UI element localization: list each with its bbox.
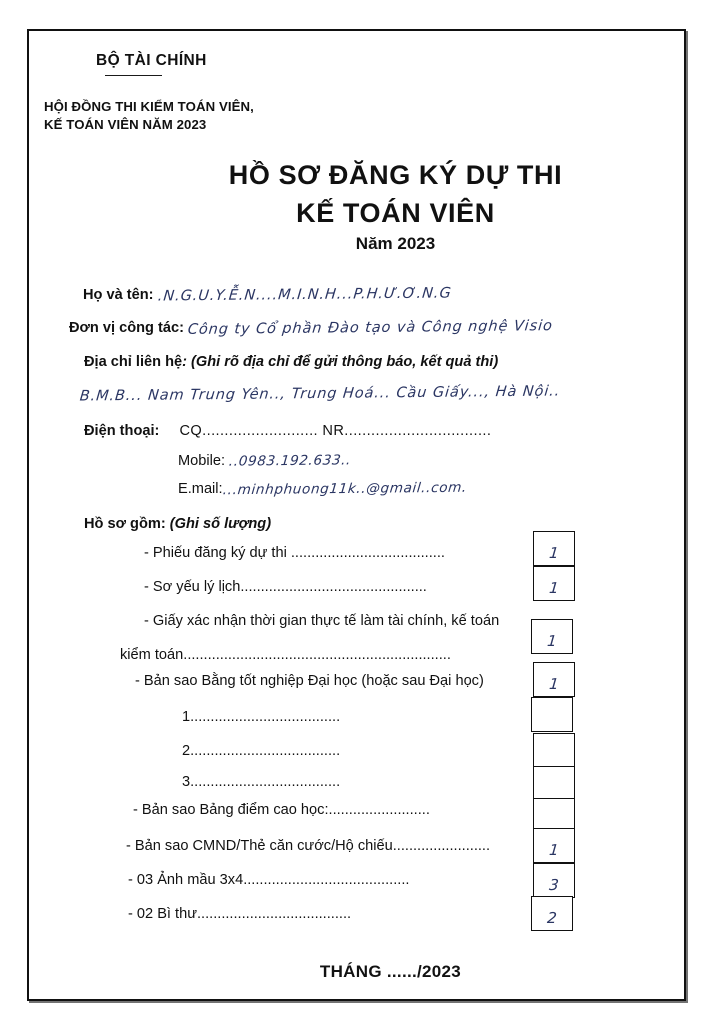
council-line-2: KẾ TOÁN VIÊN NĂM 2023 <box>44 117 207 132</box>
checklist-item: 3..................................... <box>182 774 341 790</box>
documents-hint: (Ghi số lượng) <box>169 516 272 532</box>
ministry-underline <box>105 75 162 76</box>
phone-label: Điện thoại: <box>84 423 160 439</box>
mobile-value-handwritten: ..0983.192.633.. <box>228 452 352 470</box>
mobile-label: Mobile: <box>178 453 226 469</box>
organization-value-handwritten: Công ty Cổ phần Đào tạo và Công nghệ Visio <box>187 318 554 338</box>
quantity-box[interactable] <box>533 566 575 601</box>
field-row-documents-header <box>84 516 271 532</box>
email-label: E.mail: <box>178 481 223 497</box>
name-label: Họ và tên: <box>83 287 154 303</box>
address-hint: : (Ghi rõ địa chỉ để gửi thông báo, kết quả thi) <box>182 354 499 370</box>
organization-label: Đơn vị công tác: <box>69 320 184 336</box>
quantity-value: 1 <box>548 841 560 859</box>
field-row-email <box>178 481 466 497</box>
quantity-value: 2 <box>546 909 558 927</box>
field-row-address <box>84 354 498 370</box>
checklist-item: - Bản sao CMND/Thẻ căn cước/Hộ chiếu........................ <box>126 838 491 854</box>
quantity-value: 1 <box>546 632 558 650</box>
council-heading <box>44 98 254 134</box>
field-row-address-value <box>78 383 562 405</box>
quantity-value: 1 <box>548 544 560 562</box>
field-row-mobile <box>178 453 351 469</box>
council-line-1: HỘI ĐỒNG THI KIỂM TOÁN VIÊN, <box>44 99 254 114</box>
checklist-item: 2..................................... <box>182 743 341 759</box>
checklist-item: - Bản sao Bảng điểm cao học:......................... <box>133 802 430 818</box>
quantity-box[interactable] <box>533 662 575 697</box>
quantity-value: 1 <box>548 579 560 597</box>
quantity-value: 1 <box>548 675 560 693</box>
quantity-box[interactable] <box>531 619 573 654</box>
ministry-heading: BỘ TÀI CHÍNH <box>96 52 207 69</box>
quantity-box[interactable] <box>531 697 573 732</box>
address-label: Địa chỉ liên hệ <box>84 354 183 370</box>
footer-month-year: THÁNG ....../2023 <box>319 962 462 981</box>
quantity-box[interactable] <box>533 766 575 801</box>
field-row-organization <box>69 320 553 336</box>
quantity-value: 3 <box>548 876 560 894</box>
checklist-item: kiểm toán.................................................................. <box>120 647 451 663</box>
email-value-handwritten: ...minhphuong11k..@gmail..com. <box>221 479 468 499</box>
field-row-name <box>83 287 451 303</box>
quantity-box[interactable] <box>533 531 575 566</box>
page-title-year: Năm 2023 <box>355 234 436 253</box>
checklist-item: 1..................................... <box>182 709 341 725</box>
field-row-phone <box>84 423 491 439</box>
quantity-box[interactable] <box>533 733 575 768</box>
quantity-box[interactable] <box>533 863 575 898</box>
address-value-handwritten: B.M.B... Nam Trung Yên.., Trung Hoá... Cầu Giấy..., Hà Nội.. <box>78 383 562 405</box>
name-value-handwritten: .N.G.U.Y.Ễ.N....M.I.N.H...P.H.Ư.Ơ.N.G <box>156 285 452 305</box>
checklist-item: - Sơ yếu lý lịch.............................................. <box>144 579 427 595</box>
checklist-item: - Phiếu đăng ký dự thi ...................................... <box>144 545 445 561</box>
quantity-box[interactable] <box>533 828 575 863</box>
phone-office-home-line: CQ.......................... NR................................. <box>179 423 492 439</box>
quantity-box[interactable] <box>531 896 573 931</box>
checklist-item: - Giấy xác nhận thời gian thực tế làm tài chính, kế toán <box>144 613 500 629</box>
checklist-item: - 03 Ảnh mầu 3x4......................................... <box>128 872 410 888</box>
checklist-item: - Bản sao Bằng tốt nghiệp Đại học (hoặc sau Đại học) <box>135 673 484 689</box>
page-title-line-1: HỒ SƠ ĐĂNG KÝ DỰ THI <box>228 160 563 190</box>
checklist-item: - 02 Bì thư...................................... <box>128 906 352 922</box>
page-title-line-2: KẾ TOÁN VIÊN <box>296 198 495 228</box>
documents-label: Hồ sơ gồm: <box>84 516 166 532</box>
